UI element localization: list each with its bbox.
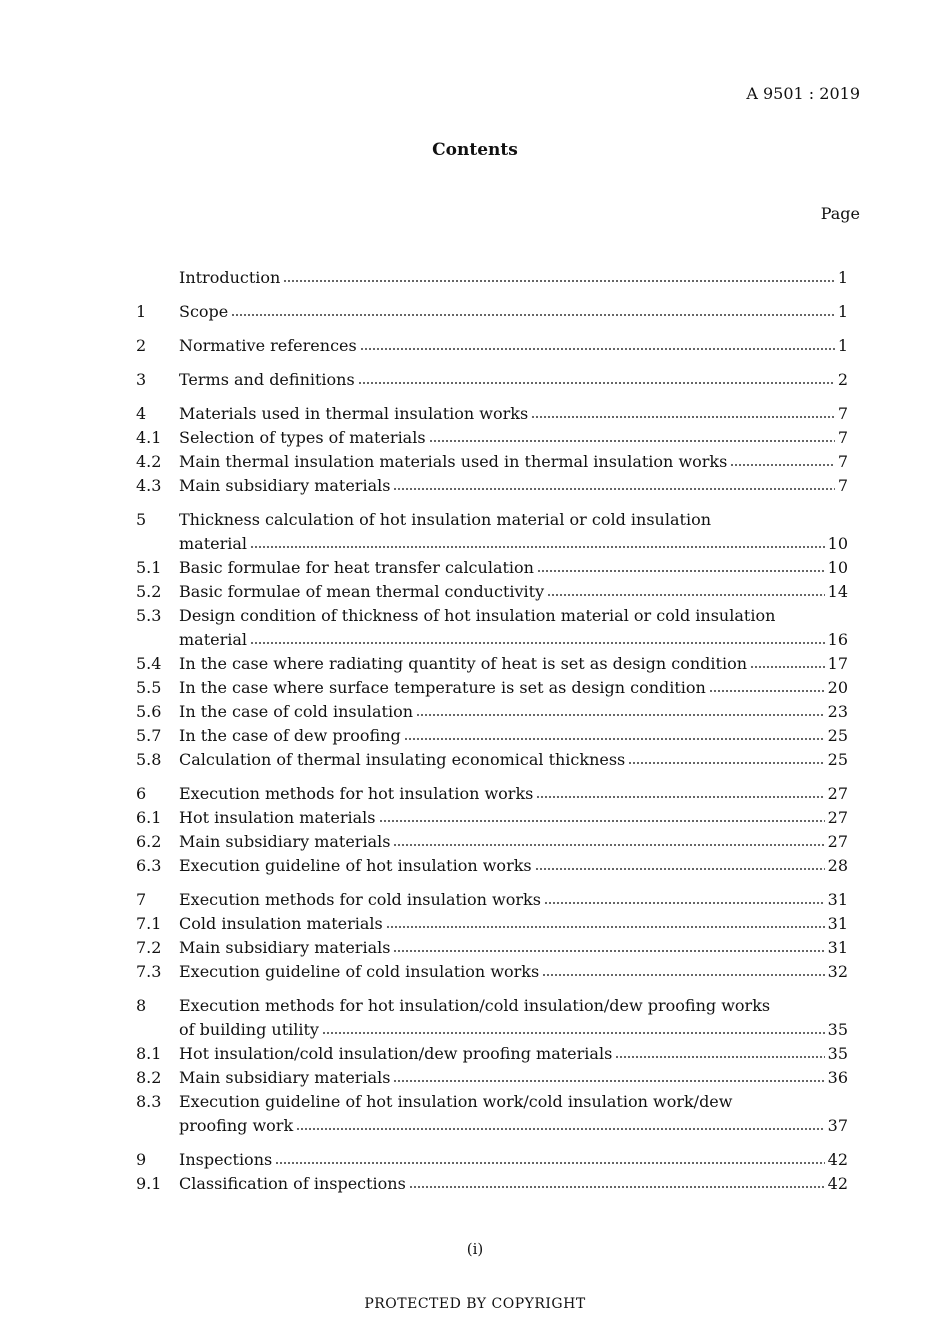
dot-leader	[615, 1055, 824, 1059]
toc-entry-title: In the case of dew proofing	[179, 726, 401, 745]
toc-entry-title: Normative references	[179, 336, 357, 355]
toc-entry-number: 3	[136, 370, 147, 389]
dot-leader	[360, 347, 835, 351]
toc-entry-title: Execution guideline of cold insulation works	[179, 962, 540, 981]
toc-entry-page: 14	[827, 582, 848, 601]
toc-entry-title: Inspections	[179, 1150, 273, 1169]
dot-leader	[386, 925, 825, 929]
toc-group	[136, 402, 848, 498]
toc-entry[interactable]	[136, 474, 848, 498]
dot-leader	[275, 1161, 824, 1165]
toc-entry[interactable]	[136, 994, 848, 1042]
toc-entry-page: 16	[827, 630, 848, 649]
toc-entry-number: 5.4	[136, 654, 162, 673]
toc-entry[interactable]	[136, 888, 848, 912]
dot-leader	[393, 843, 824, 847]
toc-entry-number: 5.6	[136, 702, 162, 721]
dot-leader	[322, 1031, 825, 1035]
toc-entry-page: 42	[827, 1174, 848, 1193]
dot-leader	[296, 1127, 825, 1131]
dot-leader	[750, 665, 825, 669]
toc-entry[interactable]	[136, 806, 848, 830]
toc-entry-number: 8.3	[136, 1092, 162, 1111]
toc-entry-page: 2	[837, 370, 848, 389]
toc-entry-page: 7	[837, 452, 848, 471]
toc-entry-title: Main subsidiary materials	[179, 938, 391, 957]
toc-entry-title: Basic formulae of mean thermal conductivity	[179, 582, 545, 601]
toc-entry-title: Main subsidiary materials	[179, 476, 391, 495]
toc-entry-title: In the case where surface temperature is set as design condition	[179, 678, 706, 697]
toc-entry[interactable]	[136, 652, 848, 676]
dot-leader	[404, 737, 825, 741]
toc-entry-number: 7.2	[136, 938, 162, 957]
dot-leader	[730, 463, 834, 467]
toc-entry[interactable]	[136, 748, 848, 772]
toc-entry-title: Execution methods for hot insulation/cold insulation/dew proofing works	[179, 996, 771, 1015]
toc-entry-title: Execution guideline of hot insulation works	[179, 856, 532, 875]
toc-entry-page: 28	[827, 856, 848, 875]
toc-entry-number: 6	[136, 784, 147, 803]
toc-entry-title: Execution guideline of hot insulation work/cold insulation work/dew	[179, 1092, 733, 1111]
toc-group	[136, 334, 848, 358]
toc-entry-number: 6.1	[136, 808, 162, 827]
toc-entry-number: 2	[136, 336, 147, 355]
page-column-label: Page	[820, 204, 860, 223]
toc-entry-page: 10	[827, 534, 848, 553]
toc-entry-title: material	[179, 534, 248, 553]
toc-entry-number: 6.3	[136, 856, 162, 875]
table-of-contents	[136, 266, 848, 1206]
toc-entry[interactable]	[136, 700, 848, 724]
toc-group	[136, 782, 848, 878]
toc-entry[interactable]	[136, 960, 848, 984]
dot-leader	[547, 593, 825, 597]
toc-entry[interactable]	[136, 450, 848, 474]
toc-entry-number: 7.1	[136, 914, 162, 933]
toc-entry-page: 25	[827, 726, 848, 745]
toc-entry-number: 5.5	[136, 678, 162, 697]
toc-entry[interactable]	[136, 782, 848, 806]
toc-entry-title: Introduction	[179, 268, 281, 287]
dot-leader	[531, 415, 835, 419]
toc-entry-page: 32	[827, 962, 848, 981]
toc-entry-number: 9.1	[136, 1174, 162, 1193]
toc-entry[interactable]	[136, 604, 848, 652]
toc-entry-title: Cold insulation materials	[179, 914, 383, 933]
toc-entry-page: 7	[837, 476, 848, 495]
toc-entry[interactable]	[136, 426, 848, 450]
toc-entry-page: 7	[837, 404, 848, 423]
toc-entry-title: Design condition of thickness of hot insulation material or cold insulation	[179, 606, 776, 625]
toc-entry-title: Main thermal insulation materials used in thermal insulation works	[179, 452, 728, 471]
dot-leader	[535, 867, 825, 871]
toc-entry[interactable]	[136, 676, 848, 700]
toc-entry[interactable]	[136, 1172, 848, 1196]
toc-group	[136, 300, 848, 324]
toc-entry-number: 4	[136, 404, 147, 423]
toc-entry[interactable]	[136, 300, 848, 324]
toc-entry-title: Hot insulation materials	[179, 808, 376, 827]
dot-leader	[628, 761, 824, 765]
toc-entry-number: 4.3	[136, 476, 162, 495]
toc-entry[interactable]	[136, 1148, 848, 1172]
toc-entry[interactable]	[136, 724, 848, 748]
toc-entry-page: 25	[827, 750, 848, 769]
dot-leader	[536, 795, 824, 799]
toc-group	[136, 508, 848, 772]
dot-leader	[250, 641, 825, 645]
toc-entry-page: 31	[827, 914, 848, 933]
toc-entry-page: 27	[827, 832, 848, 851]
toc-entry[interactable]	[136, 830, 848, 854]
toc-entry-title: Scope	[179, 302, 229, 321]
toc-entry-title: of building utility	[179, 1020, 319, 1039]
toc-entry[interactable]	[136, 556, 848, 580]
toc-entry-number: 8.2	[136, 1068, 162, 1087]
toc-entry-number: 8.1	[136, 1044, 162, 1063]
toc-entry[interactable]	[136, 1066, 848, 1090]
dot-leader	[409, 1185, 825, 1189]
toc-entry-number: 5.3	[136, 606, 162, 625]
toc-entry-title: Basic formulae for heat transfer calculation	[179, 558, 534, 577]
toc-entry[interactable]	[136, 1042, 848, 1066]
dot-leader	[429, 439, 835, 443]
toc-entry-page: 35	[827, 1044, 848, 1063]
toc-entry[interactable]	[136, 580, 848, 604]
toc-group	[136, 368, 848, 392]
toc-entry-number: 4.1	[136, 428, 162, 447]
dot-leader	[250, 545, 825, 549]
toc-entry-title: Main subsidiary materials	[179, 832, 391, 851]
toc-entry-title: proofing work	[179, 1116, 294, 1135]
toc-entry[interactable]	[136, 368, 848, 392]
toc-group	[136, 888, 848, 984]
toc-entry-title: Terms and definitions	[179, 370, 355, 389]
toc-entry-number: 5.1	[136, 558, 162, 577]
dot-leader	[416, 713, 825, 717]
toc-entry-title: Execution methods for hot insulation works	[179, 784, 534, 803]
dot-leader	[393, 487, 834, 491]
toc-entry-page: 1	[837, 336, 848, 355]
toc-entry-page: 37	[827, 1116, 848, 1135]
toc-entry-number: 9	[136, 1150, 147, 1169]
toc-entry-number: 5.8	[136, 750, 162, 769]
dot-leader	[379, 819, 825, 823]
toc-group	[136, 266, 848, 290]
dot-leader	[393, 1079, 824, 1083]
toc-entry[interactable]	[136, 1090, 848, 1138]
toc-entry-title: Execution methods for cold insulation works	[179, 890, 541, 909]
toc-entry-title: In the case where radiating quantity of heat is set as design condition	[179, 654, 748, 673]
toc-entry-page: 31	[827, 938, 848, 957]
toc-entry[interactable]	[136, 854, 848, 878]
dot-leader	[231, 313, 835, 317]
toc-entry-page: 35	[827, 1020, 848, 1039]
toc-entry-page: 36	[827, 1068, 848, 1087]
dot-leader	[544, 901, 825, 905]
toc-entry-page: 17	[827, 654, 848, 673]
dot-leader	[393, 949, 824, 953]
toc-entry-number: 5	[136, 510, 147, 529]
toc-entry-number: 1	[136, 302, 147, 321]
toc-entry-title: Materials used in thermal insulation works	[179, 404, 529, 423]
toc-entry-number: 5.7	[136, 726, 162, 745]
toc-entry-page: 1	[837, 268, 848, 287]
toc-entry-title: Thickness calculation of hot insulation material or cold insulation	[179, 510, 711, 529]
document-code: A 9501 : 2019	[746, 84, 860, 103]
toc-entry-title: Classification of inspections	[179, 1174, 406, 1193]
toc-entry-number	[136, 266, 179, 290]
toc-entry[interactable]	[136, 508, 848, 556]
toc-entry-number: 5.2	[136, 582, 162, 601]
toc-entry-page: 42	[827, 1150, 848, 1169]
toc-entry-page: 10	[827, 558, 848, 577]
dot-leader	[283, 279, 834, 283]
toc-entry[interactable]	[136, 266, 848, 290]
footer-page-number: (i)	[466, 1240, 484, 1258]
toc-entry[interactable]	[136, 936, 848, 960]
toc-entry-number: 8	[136, 996, 147, 1015]
toc-entry-page: 1	[837, 302, 848, 321]
toc-group	[136, 994, 848, 1138]
toc-entry-number: 4.2	[136, 452, 162, 471]
dot-leader	[537, 569, 825, 573]
dot-leader	[542, 973, 824, 977]
toc-entry-page: 23	[827, 702, 848, 721]
toc-entry-number: 7.3	[136, 962, 162, 981]
toc-entry-number: 6.2	[136, 832, 162, 851]
dot-leader	[709, 689, 825, 693]
dot-leader	[358, 381, 835, 385]
toc-entry[interactable]	[136, 912, 848, 936]
toc-entry-title: In the case of cold insulation	[179, 702, 414, 721]
toc-entry[interactable]	[136, 402, 848, 426]
toc-entry-title: Hot insulation/cold insulation/dew proofing materials	[179, 1044, 613, 1063]
toc-group	[136, 1148, 848, 1196]
page-title: Contents	[432, 140, 518, 160]
toc-entry-page: 20	[827, 678, 848, 697]
toc-entry-page: 27	[827, 808, 848, 827]
toc-entry-page: 7	[837, 428, 848, 447]
toc-entry-title: Main subsidiary materials	[179, 1068, 391, 1087]
copyright-notice: PROTECTED BY COPYRIGHT	[364, 1296, 586, 1312]
toc-entry-title: Calculation of thermal insulating economical thickness	[179, 750, 626, 769]
toc-entry-title: Selection of types of materials	[179, 428, 426, 447]
toc-entry-page: 27	[827, 784, 848, 803]
toc-entry-title: material	[179, 630, 248, 649]
toc-entry-page: 31	[827, 890, 848, 909]
toc-entry[interactable]	[136, 334, 848, 358]
toc-entry-number: 7	[136, 890, 147, 909]
